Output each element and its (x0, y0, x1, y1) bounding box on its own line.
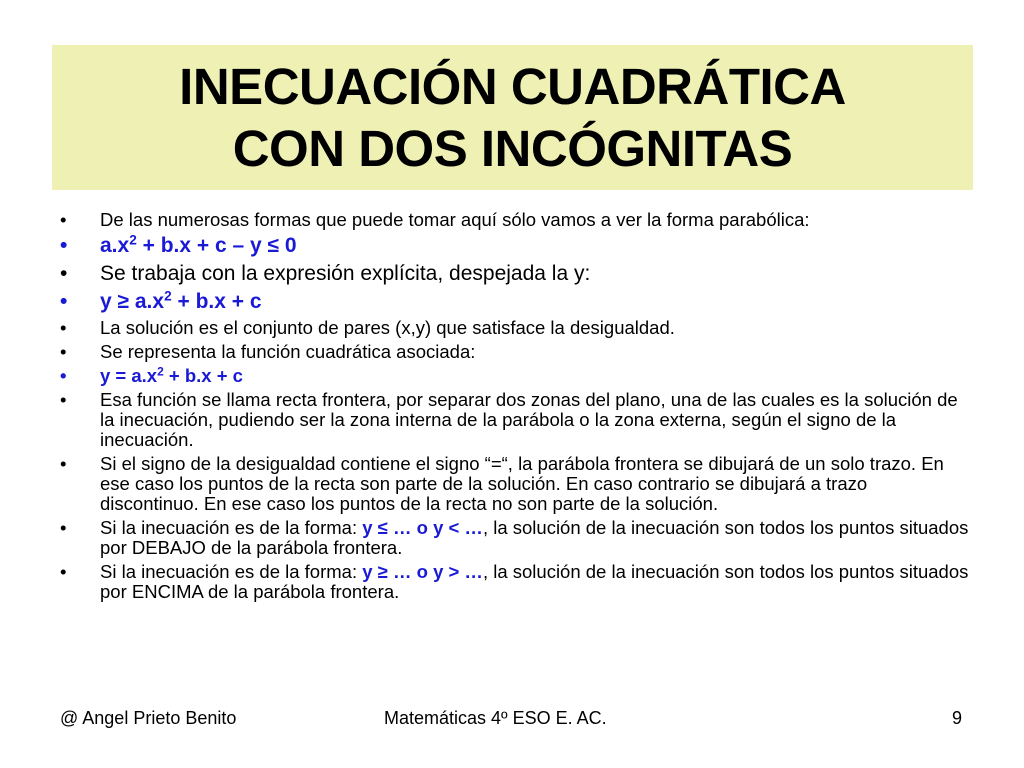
bullet-text: Si el signo de la desigualdad contiene el signo “=“, la parábola frontera se dibujará de un solo trazo. En ese caso los puntos de la recta son parte de la solución. En caso contrario se dibujará a trazo discontinuo. En ese caso los puntos de la recta no son parte de la solución. (100, 453, 944, 514)
formula-part: y ≥ a.x (100, 290, 165, 313)
list-item (60, 262, 970, 286)
list-item (60, 290, 970, 314)
bullet-text: Esa función se llama recta frontera, por separar dos zonas del plano, una de las cuales es la solución de la inecuación, pudiendo ser la zona interna de la parábola o la zona externa, según el signo de la inecuación. (100, 389, 958, 450)
bullet-icon: • (60, 209, 67, 230)
list-item (60, 318, 970, 338)
formula-exponent: 2 (129, 232, 137, 248)
bullet-icon: • (60, 365, 67, 386)
bullet-list (60, 210, 970, 606)
slide-title-line-1: INECUACIÓN CUADRÁTICA (179, 57, 846, 115)
formula-part: a.x (100, 234, 130, 257)
bullet-text: , la solución de la inecuación son todos los puntos situados por DEBAJO de la parábola frontera. (100, 517, 969, 558)
formula-exponent: 2 (157, 364, 164, 379)
bullet-text: Se representa la función cuadrática asociada: (100, 341, 476, 362)
slide-title-line-2: CON DOS INCÓGNITAS (232, 119, 793, 177)
bullet-icon: • (60, 517, 67, 538)
formula-exponent: 2 (164, 288, 172, 304)
bullet-text: De las numerosas formas que puede tomar aquí sólo vamos a ver la forma parabólica: (100, 209, 810, 230)
formula-part: y = a.x (100, 365, 158, 386)
inequality-highlight: y ≤ … (362, 517, 412, 538)
inequality-highlight: y > … (433, 561, 483, 582)
inequality-highlight: y < … (433, 517, 483, 538)
connector-text: o (411, 561, 434, 582)
bullet-text: La solución es el conjunto de pares (x,y) que satisface la desigualdad. (100, 317, 675, 338)
bullet-text: , la solución de la inecuación son todos los puntos situados por ENCIMA de la parábola frontera. (100, 561, 969, 602)
formula-part: + b.x + c – y ≤ 0 (136, 234, 297, 257)
bullet-icon: • (60, 262, 68, 285)
footer-page-number: 9 (952, 708, 963, 728)
bullet-icon: • (60, 234, 68, 257)
bullet-icon: • (60, 317, 67, 338)
list-item (60, 234, 970, 258)
footer-course: Matemáticas 4º ESO E. AC. (384, 708, 607, 728)
formula-part: + b.x + c (163, 365, 243, 386)
bullet-icon: • (60, 341, 67, 362)
bullet-icon: • (60, 389, 67, 410)
title-banner (52, 45, 973, 190)
footer-author: @ Angel Prieto Benito (60, 708, 237, 728)
connector-text: o (411, 517, 434, 538)
list-item (60, 210, 970, 230)
bullet-icon: • (60, 290, 68, 313)
bullet-text: Si la inecuación es de la forma: (100, 561, 363, 582)
list-item (60, 366, 970, 386)
bullet-text: Se trabaja con la expresión explícita, despejada la y: (100, 262, 591, 285)
list-item (60, 342, 970, 362)
list-item (60, 390, 970, 450)
bullet-text: Si la inecuación es de la forma: (100, 517, 363, 538)
formula-part: + b.x + c (171, 290, 262, 313)
bullet-icon: • (60, 561, 67, 582)
inequality-highlight: y ≥ … (362, 561, 412, 582)
list-item (60, 562, 970, 602)
list-item (60, 518, 970, 558)
bullet-icon: • (60, 453, 67, 474)
list-item (60, 454, 970, 514)
